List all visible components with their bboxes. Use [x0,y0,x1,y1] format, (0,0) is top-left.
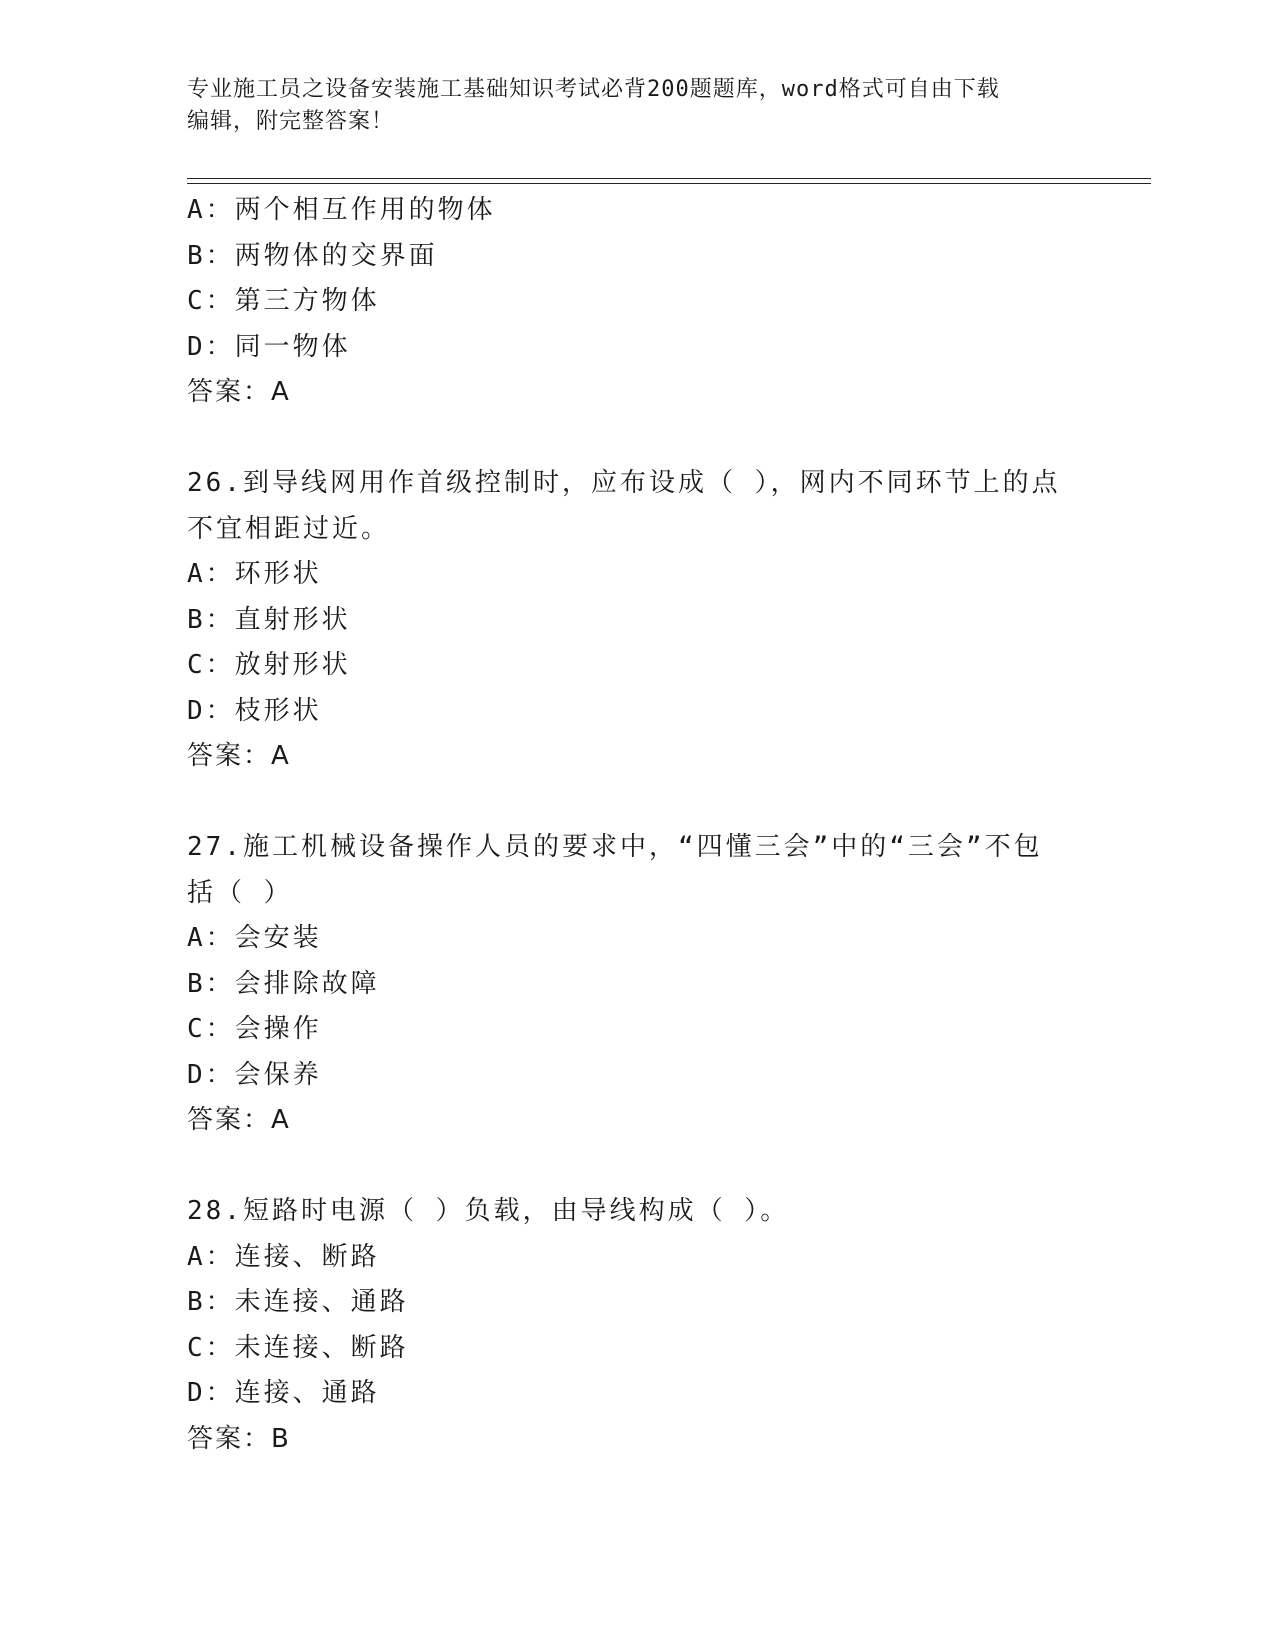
header-divider-bottom [187,183,1151,184]
option-b: B：未连接、通路 [187,1287,409,1317]
option-c: C：未连接、断路 [187,1332,409,1363]
header-divider-top [187,178,1151,179]
question-28 [187,1189,1087,1462]
header-line-1: 专业施工员之设备安装施工基础知识考试必背200题题库，word格式可自由下载 [187,77,1000,102]
option-c: C：会操作 [187,1014,322,1044]
option-b: B：直射形状 [187,604,351,635]
option-a: A：连接、断路 [187,1241,380,1272]
option-d: D：连接、通路 [187,1378,380,1408]
question-26 [187,461,1087,780]
answer-line: 答案：A [187,377,291,407]
answer-line: 答案：B [187,1423,291,1454]
option-b: B：两物体的交界面 [187,240,438,271]
option-d: D：枝形状 [187,695,322,726]
option-a: A：会安装 [187,923,322,953]
option-c: C：放射形状 [187,650,351,680]
document-header [187,74,1067,138]
question-stem: 27.施工机械设备操作人员的要求中，“四懂三会”中的“三会”不包 [187,832,1043,862]
answer-line: 答案：A [187,1105,291,1135]
header-line-2: 编辑，附完整答案！ [187,109,395,134]
option-a: A：两个相互作用的物体 [187,195,496,225]
question-25 [187,188,1087,416]
spacer [187,780,1087,826]
option-c: C：第三方物体 [187,286,380,316]
question-stem: 26.到导线网用作首级控制时，应布设成（ ），网内不同环节上的点 [187,468,1061,498]
option-d: D：会保养 [187,1059,322,1090]
question-list [187,188,1087,1462]
spacer [187,416,1087,462]
question-stem: 28.短路时电源（ ）负载，由导线构成（ ）。 [187,1196,790,1226]
answer-line: 答案：A [187,741,291,771]
option-b: B：会排除故障 [187,968,380,999]
question-stem-continued: 括（ ） [187,877,293,908]
spacer [187,1144,1087,1190]
option-d: D：同一物体 [187,331,351,362]
option-a: A：环形状 [187,559,322,589]
question-stem-continued: 不宜相距过近。 [187,513,391,544]
question-27 [187,825,1087,1144]
